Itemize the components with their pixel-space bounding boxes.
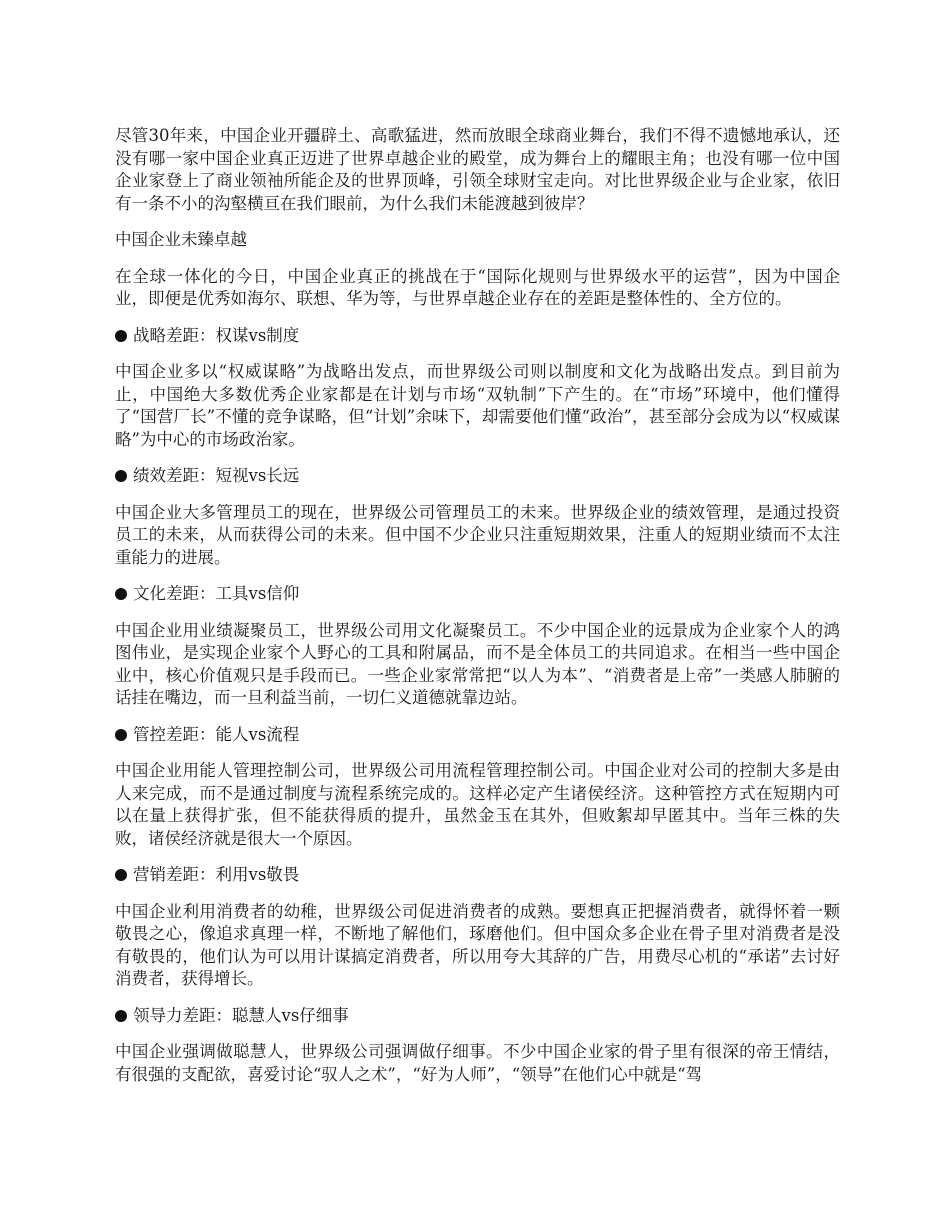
gap-heading-strategy bbox=[115, 325, 840, 348]
gap-heading-culture bbox=[115, 583, 840, 606]
gap-title: 绩效差距：短视vs长远 bbox=[133, 466, 300, 485]
overview-paragraph: 在全球一体化的今日，中国企业真正的挑战在于“国际化规则与世界级水平的运营”，因为中国企业，即便是优秀如海尔、联想、华为等，与世界卓越企业存在的差距是整体性的、全方位的。 bbox=[115, 266, 840, 308]
bullet-icon bbox=[115, 869, 127, 881]
gap-body-control: 中国企业用能人管理控制公司，世界级公司用流程管理控制公司。中国企业对公司的控制大多是由人来完成，而不是通过制度与流程系统完成的。这样必定产生诸侯经济。这种管控方式在短期内可以在量上获得扩张，但不能获得质的提升，虽然金玉在其外，但败絮却早匿其中。当年三株的失败，诸侯经济就是很大一个原因。 bbox=[115, 761, 840, 848]
bullet-icon bbox=[115, 1010, 127, 1022]
gap-title: 营销差距：利用vs敬畏 bbox=[133, 865, 300, 884]
gap-title: 管控差距：能人vs流程 bbox=[133, 724, 300, 744]
gap-heading-performance bbox=[115, 465, 840, 488]
article bbox=[115, 125, 840, 1100]
gap-body-marketing: 中国企业利用消费者的幼稚，世界级公司促进消费者的成熟。要想真正把握消费者，就得怀着一颗敬畏之心，像追求真理一样，不断地了解他们，琢磨他们。但中国众多企业在骨子里对消费者是没有敬畏的，他们认为可以用计谋搞定消费者，所以用夸大其辞的广告，用费尽心机的“承诺”去讨好消费者，获得增长。 bbox=[115, 901, 840, 988]
gap-body-performance: 中国企业大多管理员工的现在，世界级公司管理员工的未来。世界级企业的绩效管理，是通过投资员工的未来，从而获得公司的未来。但中国不少企业只注重短期效果，注重人的短期业绩而不太注重能力的进展。 bbox=[115, 502, 840, 567]
gap-body-strategy: 中国企业多以“权威谋略”为战略出发点，而世界级公司则以制度和文化为战略出发点。到目前为止，中国绝大多数优秀企业家都是在计划与市场“双轨制”下产生的。在“市场”环境中，他们懂得了“国营厂长”不懂的竞争谋略，但“计划”余味下，却需要他们懂“政治”，甚至部分会成为以“权威谋略”为中心的市场政治家。 bbox=[115, 362, 840, 449]
section-title: 中国企业未臻卓越 bbox=[115, 230, 247, 249]
bullet-icon bbox=[115, 729, 127, 741]
gap-heading-control bbox=[115, 724, 840, 747]
bullet-icon bbox=[115, 588, 127, 600]
intro-paragraph: 尽管30年来，中国企业开疆辟土、高歌猛进，然而放眼全球商业舞台，我们不得不遗憾地承认，还没有哪一家中国企业真正迈进了世界卓越企业的殿堂，成为舞台上的耀眼主角；也没有哪一位中国企业家登上了商业领袖所能企及的世界顶峰，引领全球财宝走向。对比世界级企业与企业家，依旧有一条不小的沟壑横亘在我们眼前，为什么我们未能渡越到彼岸？ bbox=[115, 126, 840, 213]
gap-title: 领导力差距：聪慧人vs仔细事 bbox=[133, 1005, 349, 1025]
bullet-icon bbox=[115, 330, 127, 342]
gap-title: 文化差距：工具vs信仰 bbox=[133, 584, 300, 603]
gap-body-leadership: 中国企业强调做聪慧人，世界级公司强调做仔细事。不少中国企业家的骨子里有很深的帝王情结，有很强的支配欲，喜爱讨论“驭人之术”，“好为人师”，“领导”在他们心中就是“驾 bbox=[115, 1042, 840, 1084]
bullet-icon bbox=[115, 470, 127, 482]
gap-heading-marketing bbox=[115, 864, 840, 887]
gap-heading-leadership bbox=[115, 1005, 840, 1028]
gap-title: 战略差距：权谋vs制度 bbox=[133, 325, 300, 345]
gap-body-culture: 中国企业用业绩凝聚员工，世界级公司用文化凝聚员工。不少中国企业的远景成为企业家个人的鸿图伟业，是实现企业家个人野心的工具和附属品，而不是全体员工的共同追求。在相当一些中国企业中，核心价值观只是手段而已。一些企业家常常把“以人为本”、“消费者是上帝”一类感人肺腑的话挂在嘴边，而一旦利益当前，一切仁义道德就靠边站。 bbox=[115, 620, 840, 707]
